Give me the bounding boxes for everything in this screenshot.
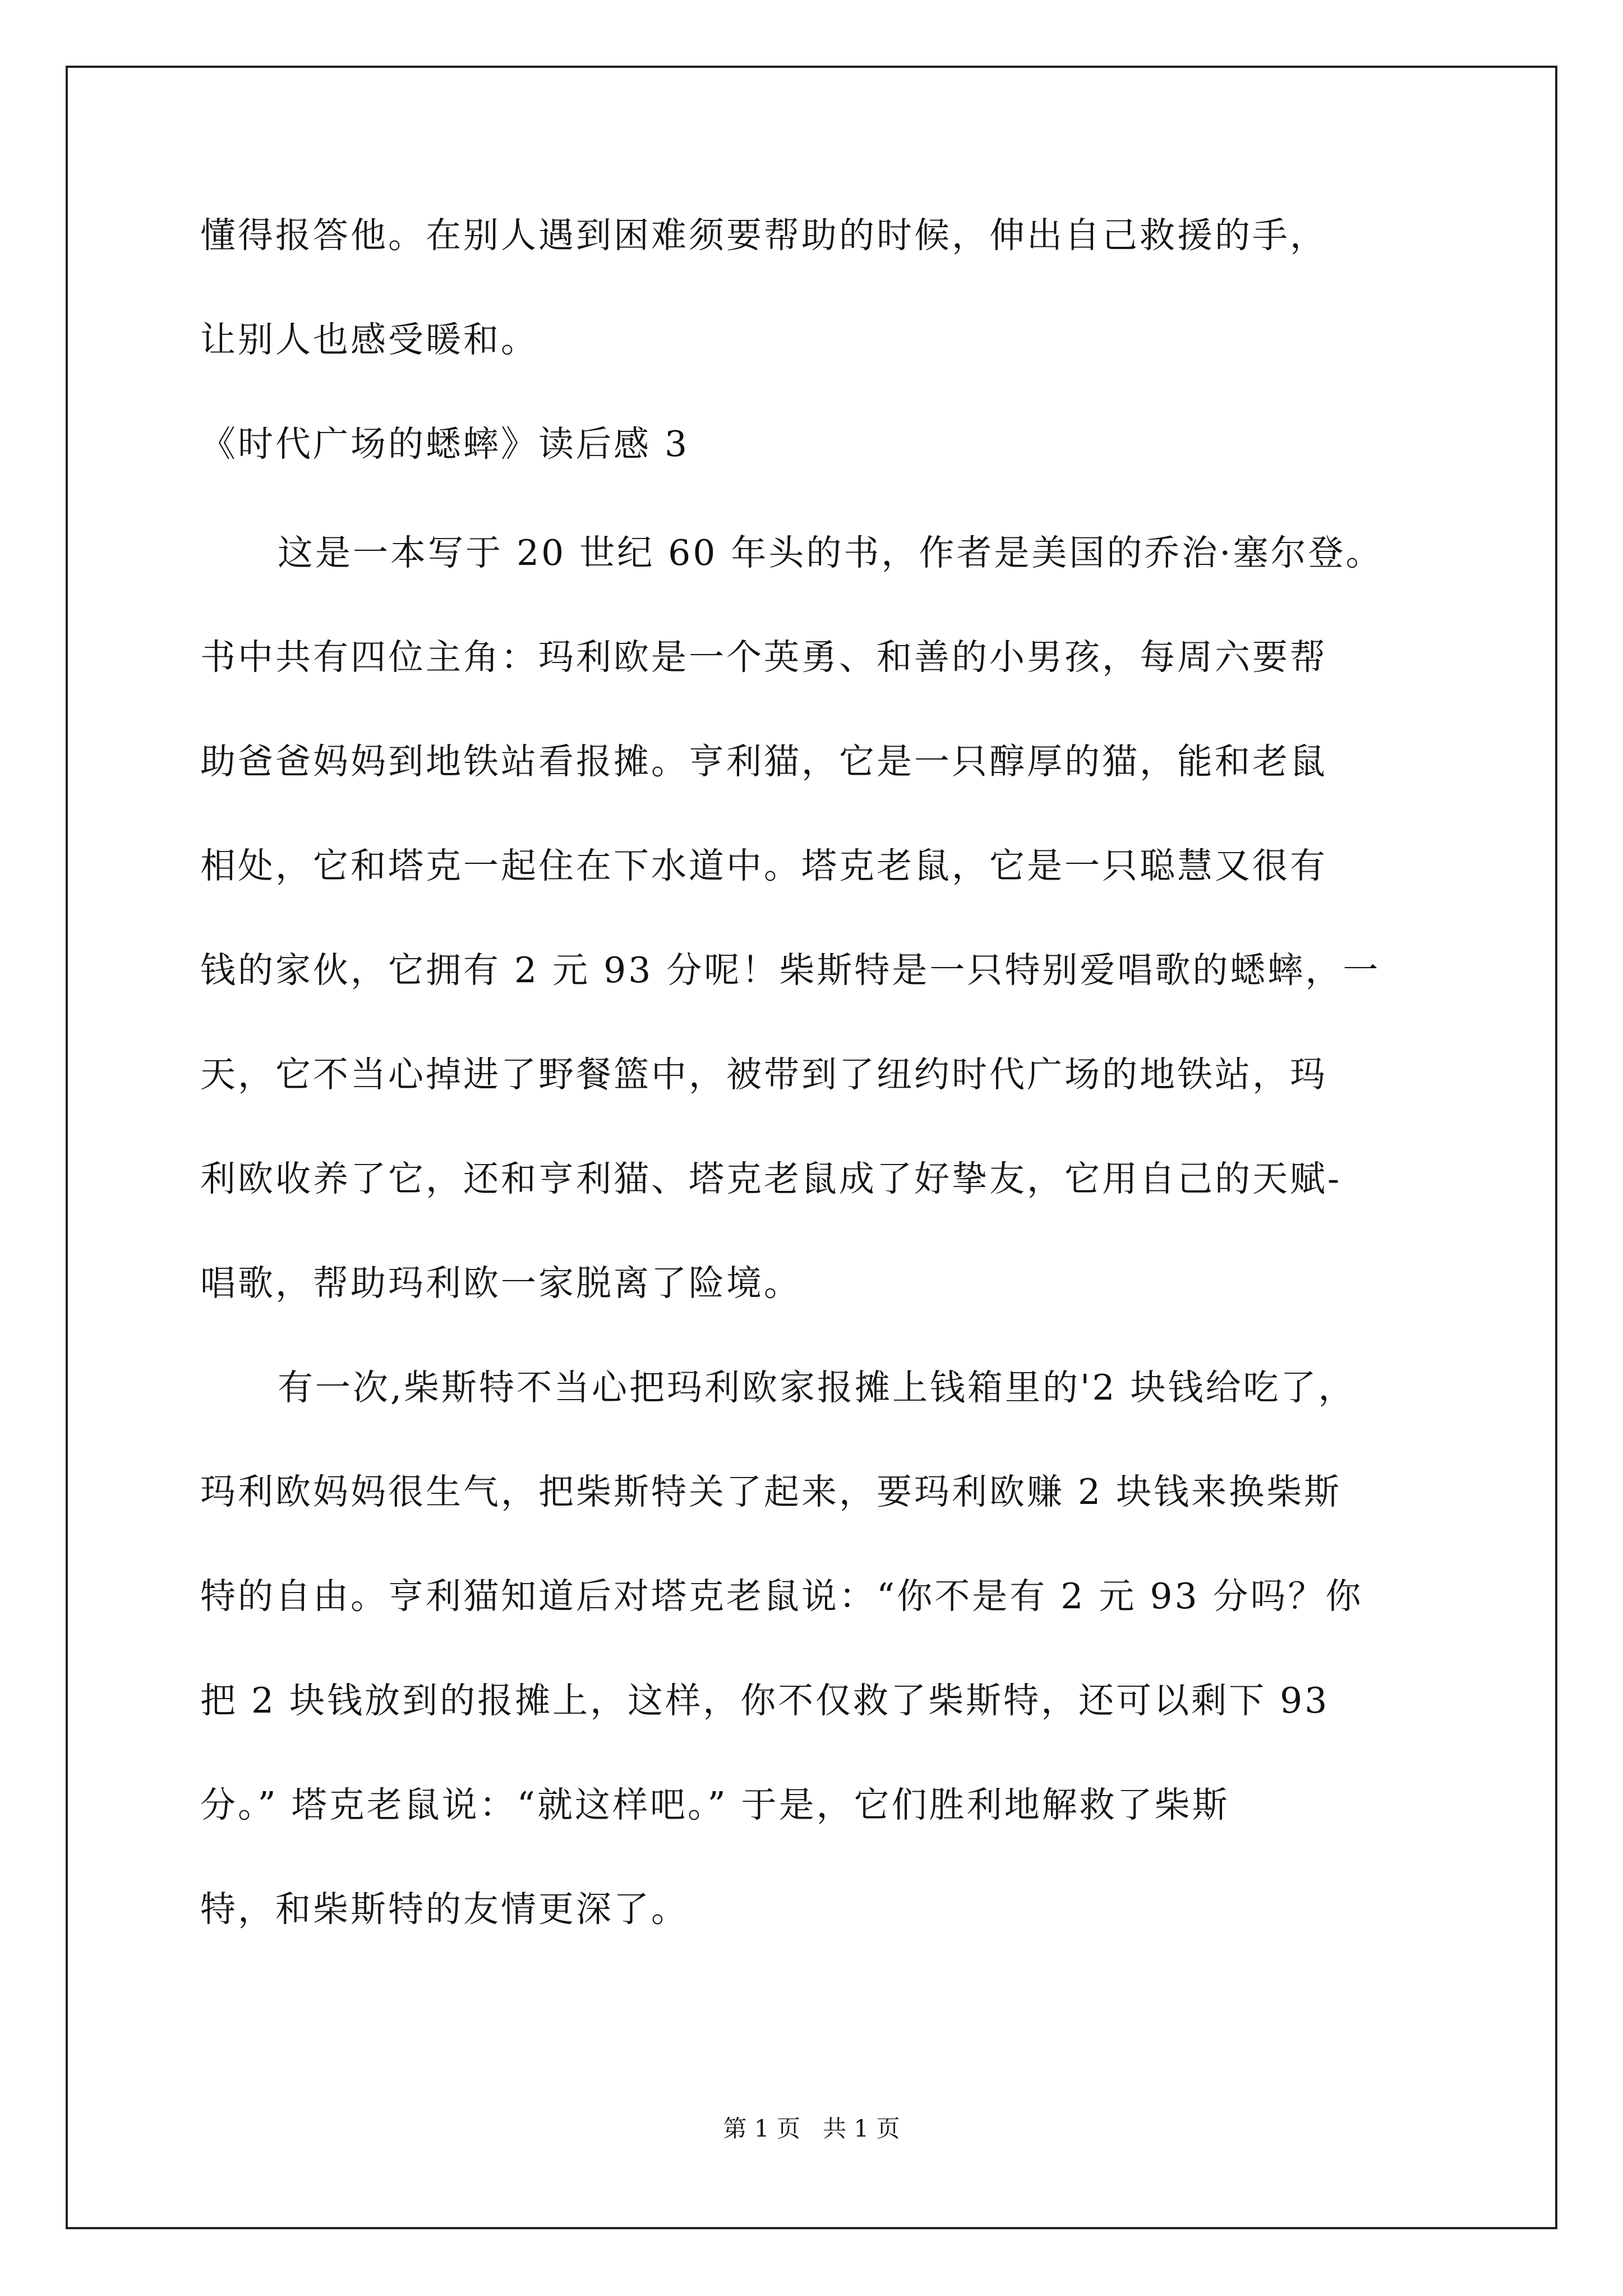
body-line: 有一次,柴斯特不当心把玛利欧家报摊上钱箱里的'2 块钱给吃了， [278,1367,1356,1408]
body-line: 让别人也感受暖和。 [200,319,538,360]
body-line: 懂得报答他。在别人遇到困难须要帮助的时候，伸出自己救援的手， [200,215,1327,256]
body-line: 天，它不当心掉进了野餐篮中，被带到了纽约时代广场的地铁站，玛 [200,1054,1327,1095]
body-line: 特的自由。亨利猫知道后对塔克老鼠说：“你不是有 2 元 93 分吗？你 [200,1576,1363,1617]
body-line: 把 2 块钱放到的报摊上，这样，你不仅救了柴斯特，还可以剩下 93 [200,1680,1330,1721]
body-line: 这是一本写于 20 世纪 60 年头的书，作者是美国的乔治·塞尔登。 [278,532,1384,573]
body-line: 分。” 塔克老鼠说：“就这样吧。” 于是，它们胜利地解救了柴斯 [200,1784,1230,1825]
body-line: 钱的家伙，它拥有 2 元 93 分呢！柴斯特是一只特别爱唱歌的蟋蟀，一 [200,950,1381,991]
body-line: 特，和柴斯特的友情更深了。 [200,1889,689,1930]
body-line: 玛利欧妈妈很生气，把柴斯特关了起来，要玛利欧赚 2 块钱来换柴斯 [200,1471,1342,1512]
page-footer: 第 1 页 共 1 页 [723,2115,900,2142]
body-line: 利欧收养了它，还和亨利猫、塔克老鼠成了好挚友，它用自己的天赋- [200,1158,1342,1199]
body-line: 唱歌，帮助玛利欧一家脱离了险境。 [200,1263,801,1304]
body-line: 书中共有四位主角：玛利欧是一个英勇、和善的小男孩，每周六要帮 [200,637,1327,678]
body-line: 助爸爸妈妈到地铁站看报摊。亨利猫，它是一只醇厚的猫，能和老鼠 [200,741,1327,782]
body-line: 相处，它和塔克一起住在下水道中。塔克老鼠，它是一只聪慧又很有 [200,845,1327,886]
section-heading: 《时代广场的蟋蟀》读后感 3 [200,424,690,464]
